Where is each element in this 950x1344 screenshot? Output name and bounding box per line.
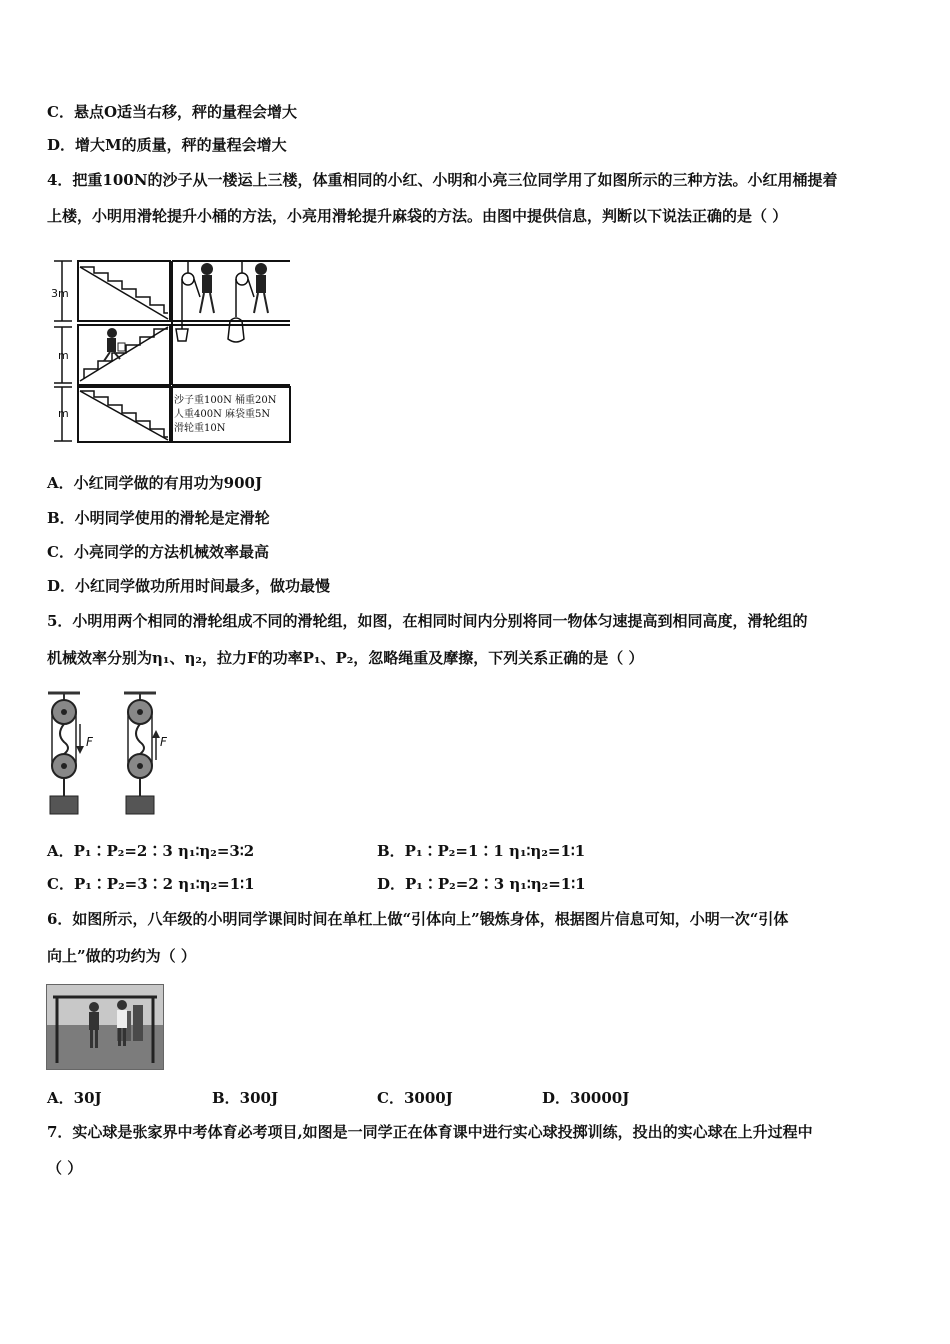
pulley-system-left bbox=[48, 693, 94, 814]
q5-option-c: C．P₁∶P₂=3∶2 η₁∶η₂=1∶1 bbox=[47, 875, 255, 893]
q5-option-a: A．P₁∶P₂=2∶3 η₁∶η₂=3∶2 bbox=[47, 842, 255, 860]
person-pulley-icon bbox=[254, 263, 268, 313]
fig4-height-top: 3m bbox=[51, 287, 69, 300]
fig4-height-mid: m bbox=[58, 349, 69, 362]
q5-stem-line1: 5．小明用两个相同的滑轮组成不同的滑轮组，如图，在相同时间内分别将同一物体匀速提高到相同高度，滑轮组的 bbox=[47, 612, 808, 630]
q6-stem-line2: 向上”做的功约为（ ） bbox=[47, 947, 196, 965]
q4-option-d: D．小红同学做功所用时间最多，做功最慢 bbox=[47, 577, 331, 595]
q4-figure bbox=[50, 257, 295, 445]
q4-option-a: A．小红同学做的有用功为900J bbox=[47, 474, 263, 492]
q4-option-c: C．小亮同学的方法机械效率最高 bbox=[47, 543, 269, 561]
q4-stem-line1: 4．把重100N的沙子从一楼运上三楼，体重相同的小红、小明和小亮三位同学用了如图所示的三种方法。小红用桶提着 bbox=[47, 171, 838, 189]
q4-option-b: B．小明同学使用的滑轮是定滑轮 bbox=[47, 509, 270, 527]
q4-stem-line2: 上楼，小明用滑轮提升小桶的方法，小亮用滑轮提升麻袋的方法。由图中提供信息，判断以下说法正确的是（ ） bbox=[47, 207, 788, 225]
q6-option-d: D．30000J bbox=[542, 1089, 630, 1107]
pull-up-photo bbox=[46, 984, 164, 1070]
q7-stem-line1: 7．实心球是张家界中考体育必考项目,如图是一同学正在体育课中进行实心球投掷训练，投出的实心球在上升过程中 bbox=[47, 1123, 813, 1141]
q5-option-d: D．P₁∶P₂=2∶3 η₁∶η₂=1∶1 bbox=[377, 875, 586, 893]
fig4-info-1: 沙子重100N 桶重20N bbox=[174, 395, 277, 406]
force-label-right: F bbox=[160, 735, 167, 749]
q6-option-c: C．3000J bbox=[377, 1089, 453, 1107]
q6-stem-line1: 6．如图所示，八年级的小明同学课间时间在单杠上做“引体向上”锻炼身体，根据图片信息可知，小明一次“引体 bbox=[47, 910, 789, 928]
force-label-left: F bbox=[86, 735, 93, 749]
q5-stem-line2: 机械效率分别为η₁、η₂，拉力F的功率P₁、P₂，忽略绳重及摩擦，下列关系正确的是（ ） bbox=[47, 649, 644, 667]
down-arrow-icon bbox=[76, 746, 84, 754]
q6-option-b: B．300J bbox=[212, 1089, 279, 1107]
fig4-info-2: 人重400N 麻袋重5N bbox=[174, 409, 271, 420]
pulley-system-right bbox=[124, 693, 168, 814]
q3-option-d: D．增大M的质量，秤的量程会增大 bbox=[47, 136, 287, 154]
up-arrow-icon bbox=[152, 730, 160, 738]
q3-option-c: C．悬点O适当右移，秤的量程会增大 bbox=[47, 103, 298, 121]
q5-option-b: B．P₁∶P₂=1∶1 η₁∶η₂=1∶1 bbox=[377, 842, 586, 860]
q6-option-a: A．30J bbox=[47, 1089, 102, 1107]
fig4-info-3: 滑轮重10N bbox=[174, 423, 226, 434]
fig4-height-bot: m bbox=[58, 407, 69, 420]
q5-figure bbox=[44, 690, 174, 818]
q7-stem-line2: （ ） bbox=[47, 1159, 83, 1177]
person-pulley-icon bbox=[200, 263, 214, 313]
